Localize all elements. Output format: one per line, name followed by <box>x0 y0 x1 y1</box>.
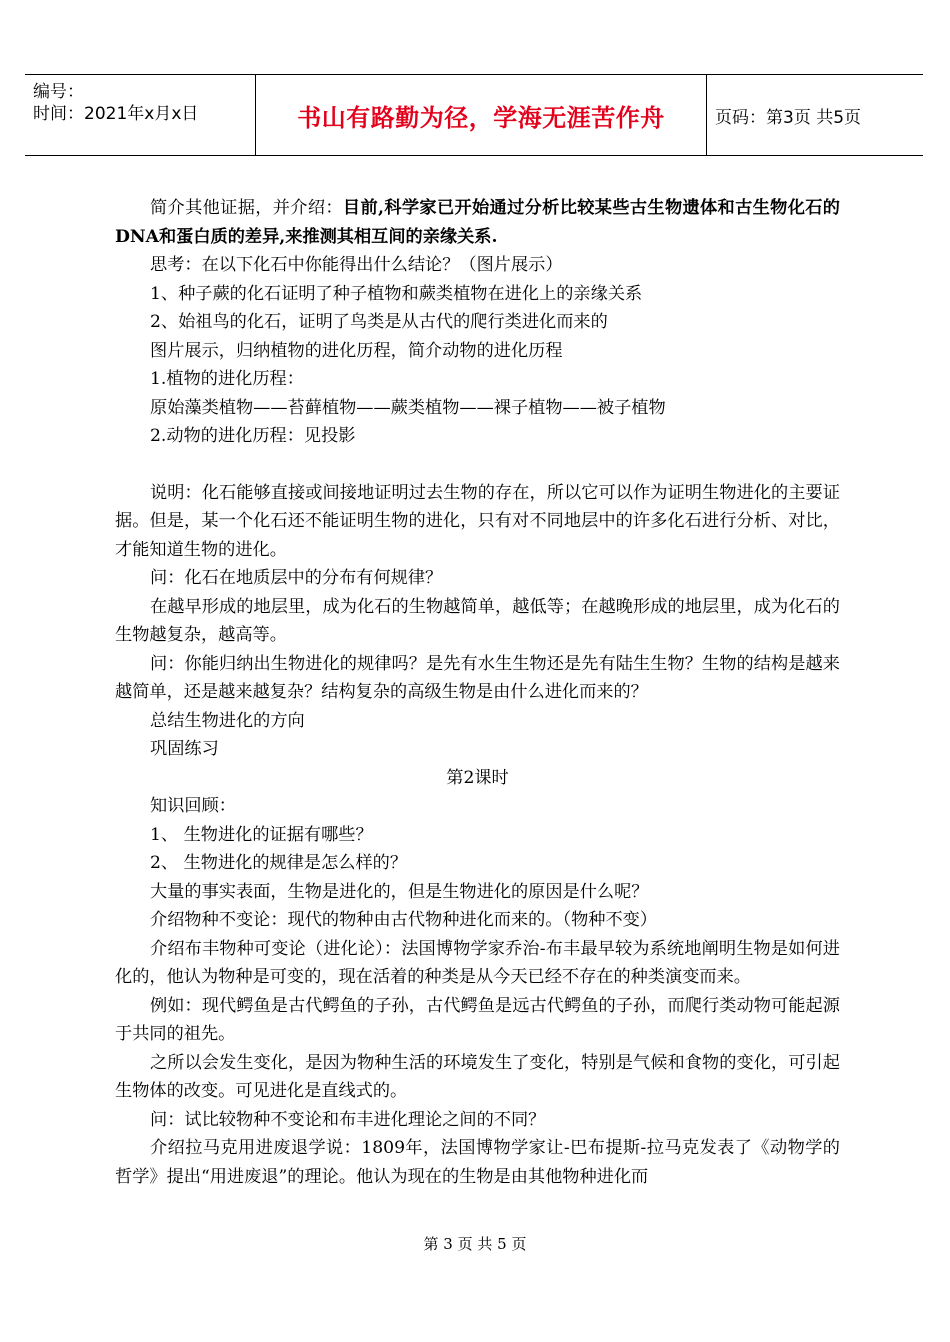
paragraph-text: 介绍布丰物种可变论（进化论）：法国博物学家乔治-布丰最早较为系统地阐明生物是如何进化的，他认为物种是可变的，现在活着的种类是从今天已经不存在的种类演变而来。 <box>115 938 840 987</box>
header-motto-cell <box>255 75 707 155</box>
paragraph-text: 介绍拉马克用进废退学说：1809年，法国博物学家让-巴布提斯-拉马克发表了《动物学的哲学》提出“用进废退”的理论。他认为现在的生物是由其他物种进化而 <box>115 1138 840 1187</box>
header-left-cell <box>25 75 255 155</box>
paragraph-text: 总结生物进化的方向 <box>150 710 305 731</box>
paragraph-text: 在越早形成的地层里，成为化石的生物越简单，越低等；在越晚形成的地层里，成为化石的生物越复杂，越高等。 <box>115 596 840 645</box>
list-item: 1、 生物进化的证据有哪些？ <box>150 824 373 845</box>
page-footer: 第 3 页 共 5 页 <box>423 1235 527 1253</box>
paragraph-evidence <box>115 194 840 251</box>
paragraph-text: 知识回顾： <box>150 796 236 816</box>
paragraph-text: 原始藻类植物——苔藓植物——蕨类植物——裸子植物——被子植物 <box>150 397 666 418</box>
page-code: 页码：第3页 共5页 <box>715 107 862 128</box>
paragraph-evidence-bold: 目前,科学家已开始通过分析比较某些古生物遗体和古生物化石的DNA和蛋白质的差异,来推测其相互间的亲缘关系. <box>115 198 840 247</box>
paragraph-text: 大量的事实表面，生物是进化的，但是生物进化的原因是什么呢？ <box>150 881 649 902</box>
header-right-cell <box>707 75 923 155</box>
motto-text: 书山有路勤为径，学海无涯苦作舟 <box>297 103 665 132</box>
document-body <box>115 194 840 1191</box>
paragraph-text: 图片展示，归纳植物的进化历程，简介动物的进化历程 <box>150 340 563 361</box>
paragraph-question: 问：试比较物种不变论和布丰进化理论之间的不同？ <box>150 1109 546 1130</box>
paragraph-explanation: 说明：化石能够直接或间接地证明过去生物的存在，所以它可以作为证明生物进化的主要证据。但是，某一个化石还不能证明生物的进化，只有对不同地层中的许多化石进行分析、对比，才能知道生物的进化。 <box>115 482 840 560</box>
section-title: 第2课时 <box>446 767 509 788</box>
paragraph-question: 问：你能归纳出生物进化的规律吗？是先有水生生物还是先有陆生生物？生物的结构是越来越简单，还是越来越复杂？结构复杂的高级生物是由什么进化而来的？ <box>115 653 840 702</box>
paragraph-text: 巩固练习 <box>150 739 219 759</box>
list-item: 2.动物的进化历程：见投影 <box>150 426 356 446</box>
list-item: 1.植物的进化历程： <box>150 369 304 389</box>
paragraph-text: 之所以会发生变化，是因为物种生活的环境发生了变化，特别是气候和食物的变化，可引起生物体的改变。可见进化是直线式的。 <box>115 1052 840 1101</box>
spacer <box>115 451 840 479</box>
paragraph-question: 问：化石在地质层中的分布有何规律？ <box>150 568 443 588</box>
paragraph-text: 例如：现代鳄鱼是古代鳄鱼的子孙，古代鳄鱼是远古代鳄鱼的子孙，而爬行类动物可能起源于共同的祖先。 <box>115 995 840 1044</box>
list-item: 2、始祖鸟的化石，证明了鸟类是从古代的爬行类进化而来的 <box>150 312 608 332</box>
page-header <box>25 74 923 156</box>
time-label: 时间：2021年x月x日 <box>33 104 199 124</box>
list-item: 2、 生物进化的规律是怎么样的？ <box>150 853 408 873</box>
paragraph-evidence-lead: 简介其他证据，并介绍： <box>150 198 343 218</box>
number-label: 编号： <box>33 82 84 102</box>
list-item: 1、种子蕨的化石证明了种子植物和蕨类植物在进化上的亲缘关系 <box>150 283 643 304</box>
paragraph-think: 思考：在以下化石中你能得出什么结论？（图片展示） <box>150 255 563 275</box>
paragraph-text: 介绍物种不变论：现代的物种由古代物种进化而来的。（物种不变） <box>150 910 658 930</box>
